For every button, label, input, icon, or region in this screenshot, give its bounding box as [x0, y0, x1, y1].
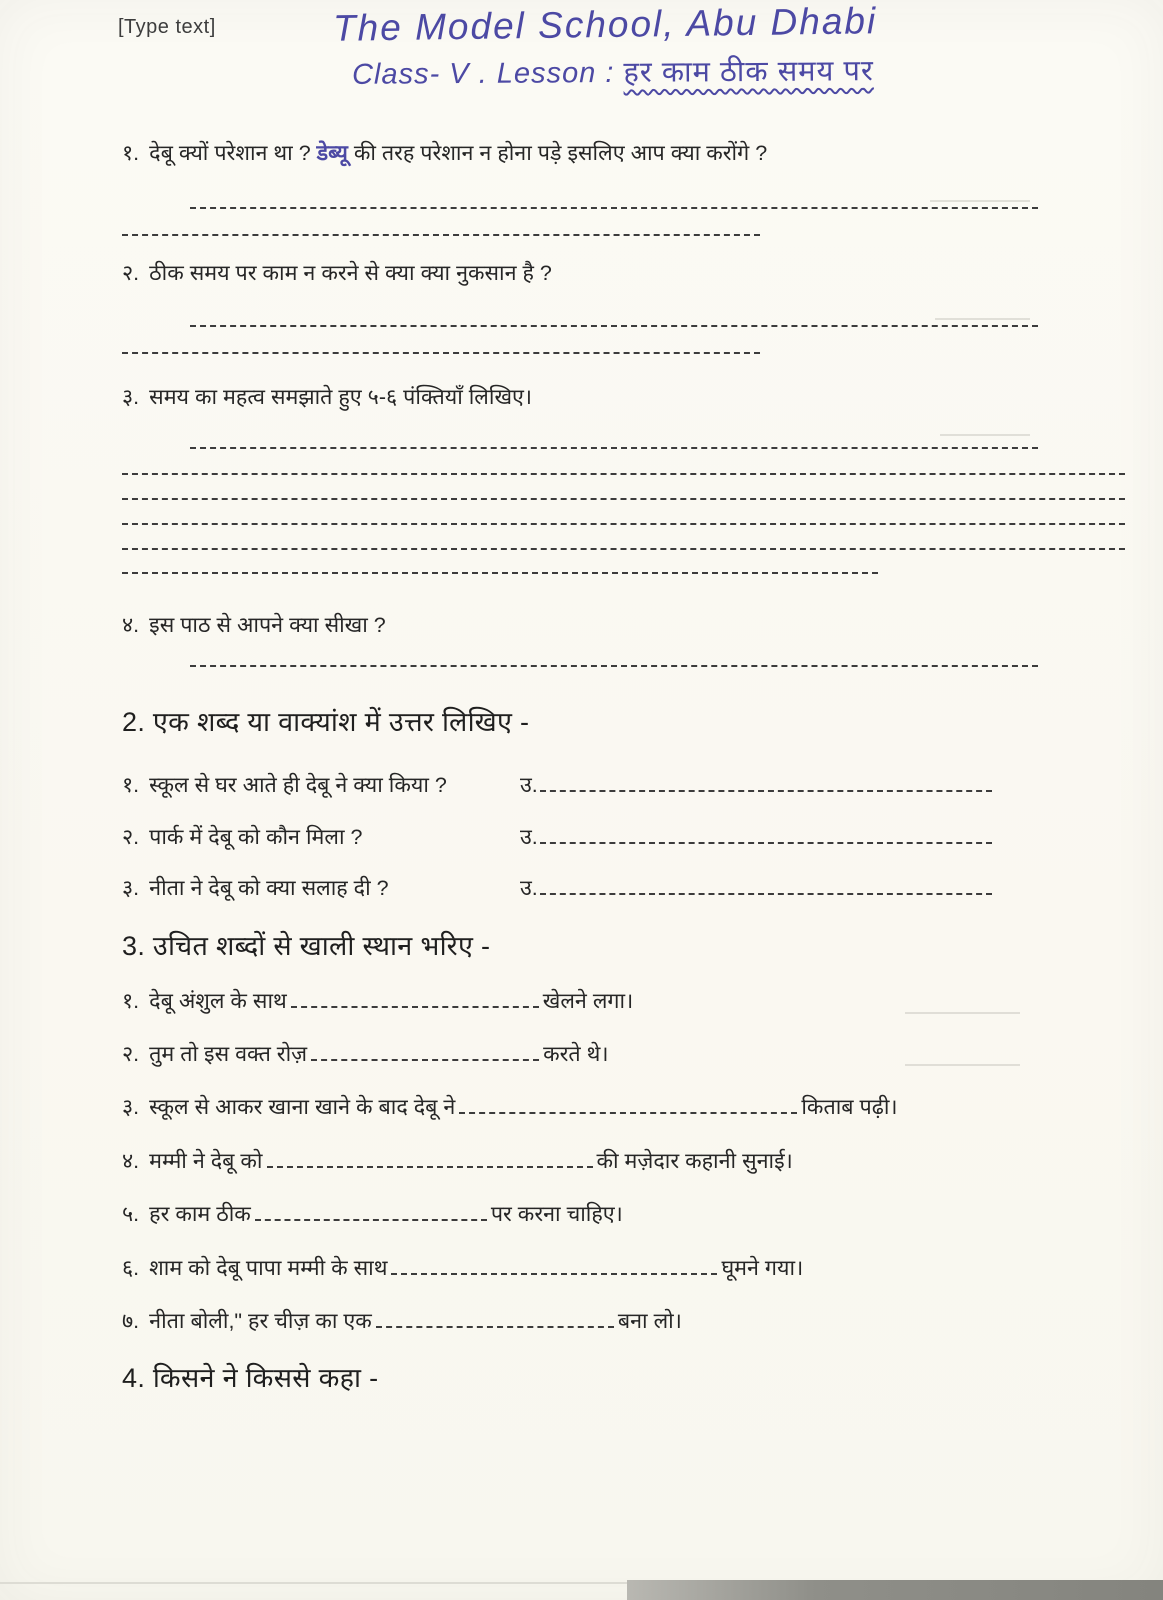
blank-line	[391, 1265, 717, 1275]
scan-artifact	[940, 434, 1030, 436]
blank-line	[311, 1051, 539, 1061]
question-1-number: १.	[122, 141, 140, 165]
blank-line	[459, 1104, 797, 1114]
answer-line	[190, 207, 1038, 209]
fill-blank-item-6	[122, 1253, 1132, 1282]
item-question: स्कूल से घर आते ही देबू ने क्या किया ?	[149, 773, 447, 797]
answer-prefix: उ.	[520, 773, 538, 797]
text-before-blank: नीता बोली," हर चीज़ का एक	[149, 1309, 372, 1333]
question-3	[122, 382, 1132, 412]
answer-line	[190, 325, 1038, 327]
answer-line	[122, 523, 1125, 525]
answer-line	[122, 473, 1125, 475]
text-before-blank: तुम तो इस वक्त रोज़	[149, 1042, 308, 1066]
blank-line	[291, 998, 539, 1008]
text-before-blank: हर काम ठीक	[149, 1202, 251, 1226]
answer-line	[190, 665, 1038, 667]
text-after-blank: बना लो।	[617, 1309, 682, 1333]
question-1	[122, 138, 1132, 168]
answer-blank-line	[540, 885, 992, 895]
answer-line	[122, 234, 760, 236]
answer-area	[520, 822, 992, 851]
question-4-number: ४.	[122, 613, 140, 637]
answer-prefix: उ.	[520, 825, 538, 849]
question-3-text: समय का महत्व समझाते हुए ५-६ पंक्तियाँ लिखिए।	[149, 385, 533, 409]
item-number: ७.	[122, 1309, 140, 1333]
text-after-blank: किताब पढ़ी।	[801, 1095, 898, 1119]
item-question: पार्क में देबू को कौन मिला ?	[149, 825, 363, 849]
item-number: ३.	[122, 1095, 140, 1119]
item-number: २.	[122, 825, 140, 849]
scan-artifact	[935, 318, 1030, 320]
scan-artifact	[905, 1064, 1020, 1066]
item-number: ५.	[122, 1202, 140, 1226]
text-before-blank: शाम को देबू पापा मम्मी के साथ	[149, 1256, 388, 1280]
text-after-blank: घूमने गया।	[721, 1256, 804, 1280]
class-lesson-line	[352, 50, 874, 93]
answer-prefix: उ.	[520, 876, 538, 900]
text-after-blank: की मज़ेदार कहानी सुनाई।	[596, 1149, 793, 1173]
scan-artifact	[930, 200, 1030, 202]
fill-blank-item-1	[122, 986, 1132, 1015]
fill-blank-item-5	[122, 1199, 1132, 1228]
scan-artifact	[905, 1012, 1020, 1014]
answer-line	[122, 548, 1125, 550]
fill-blank-item-7	[122, 1306, 1132, 1335]
question-1-handwritten-word: डेब्यू	[316, 141, 348, 165]
text-before-blank: स्कूल से आकर खाना खाने के बाद देबू ने	[149, 1095, 456, 1119]
item-number: ६.	[122, 1256, 140, 1280]
blank-line	[255, 1211, 487, 1221]
text-before-blank: मम्मी ने देबू को	[149, 1149, 263, 1173]
scan-edge-bar	[627, 1580, 1163, 1600]
question-3-number: ३.	[122, 385, 140, 409]
answer-line	[122, 352, 760, 354]
answer-blank-line	[540, 782, 992, 792]
section-4-heading: 4. किसने ने किससे कहा -	[122, 1363, 379, 1393]
fill-blank-item-4	[122, 1146, 1132, 1175]
short-answer-item-1	[122, 770, 1132, 799]
question-2	[122, 258, 1132, 288]
answer-line	[122, 498, 1125, 500]
item-number: १.	[122, 989, 140, 1013]
text-after-blank: करते थे।	[543, 1042, 609, 1066]
fill-blank-item-3	[122, 1092, 1132, 1121]
section-3-heading: 3. उचित शब्दों से खाली स्थान भरिए -	[122, 931, 491, 961]
short-answer-item-2	[122, 822, 1132, 851]
question-1-text-start: देबू क्यों परेशान था ?	[149, 141, 317, 165]
answer-blank-line	[540, 834, 992, 844]
answer-area	[520, 873, 992, 902]
item-number: ३.	[122, 876, 140, 900]
lesson-title: हर काम ठीक समय पर	[623, 55, 874, 89]
text-after-blank: पर करना चाहिए।	[490, 1202, 623, 1226]
item-number: २.	[122, 1042, 140, 1066]
answer-area	[520, 770, 992, 799]
question-2-number: २.	[122, 261, 140, 285]
answer-line	[190, 447, 1038, 449]
question-2-text: ठीक समय पर काम न करने से क्या क्या नुकसान है ?	[149, 261, 552, 285]
blank-line	[267, 1158, 593, 1168]
item-question: नीता ने देबू को क्या सलाह दी ?	[149, 876, 389, 900]
short-answer-item-3	[122, 873, 1132, 902]
question-4-text: इस पाठ से आपने क्या सीखा ?	[149, 613, 386, 637]
item-number: १.	[122, 773, 140, 797]
scan-edge-strip	[0, 1582, 640, 1584]
text-after-blank: खेलने लगा।	[542, 989, 634, 1013]
question-4	[122, 610, 1132, 640]
class-lesson-prefix: Class- V . Lesson :	[351, 56, 624, 91]
school-name-handwritten: The Model School, Abu Dhabi	[332, 0, 878, 49]
section-2-heading: 2. एक शब्द या वाक्यांश में उत्तर लिखिए -	[122, 707, 530, 737]
text-before-blank: देबू अंशुल के साथ	[149, 989, 287, 1013]
item-number: ४.	[122, 1149, 140, 1173]
type-text-placeholder: [Type text]	[118, 16, 216, 38]
blank-line	[376, 1318, 614, 1328]
answer-line	[122, 572, 878, 574]
question-1-text-end: की तरह परेशान न होना पड़े इसलिए आप क्या करोंगे ?	[347, 141, 768, 165]
